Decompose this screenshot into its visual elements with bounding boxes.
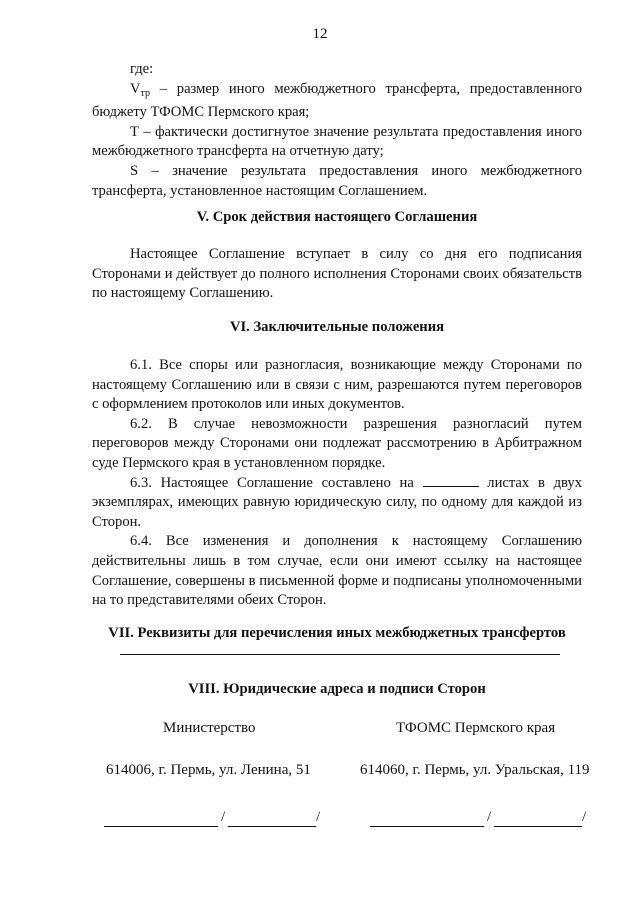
section-6-title: VI. Заключительные положения <box>229 319 445 335</box>
section-8-title: VIII. Юридические адреса и подписи Сторон <box>188 681 486 697</box>
section-7 <box>92 624 582 644</box>
section-8 <box>92 680 582 700</box>
clause-6-3-end: листах в двух экземплярах, имеющих равную юридическую силу, по одному для каждой из Сторон. <box>92 474 582 530</box>
vtr-text: – размер иного межбюджетного трансферта, предоставленного бюджету ТФОМС Пермского края; <box>92 80 582 121</box>
signature-line-left-1 <box>104 826 218 827</box>
signature-line-right-2 <box>494 826 582 827</box>
signature-slash-right-2: / <box>582 809 587 825</box>
section-5-title: V. Срок действия настоящего Соглашения <box>196 209 478 225</box>
party-left-address: 614006, г. Пермь, ул. Ленина, 51 <box>106 762 311 778</box>
clause-6-3 <box>92 474 582 533</box>
definition-vtr <box>92 80 582 123</box>
sheets-count-blank <box>423 474 479 487</box>
signature-slash-right-1: / <box>487 809 492 825</box>
requisites-line <box>120 654 560 655</box>
clause-6-3-start: 6.3. Настоящее Соглашение составлено на <box>130 474 423 491</box>
party-right-address: 614060, г. Пермь, ул. Уральская, 119 <box>360 762 590 778</box>
definitions-intro: где: <box>130 61 154 77</box>
vtr-subscript: тр <box>140 87 151 99</box>
definitions-block <box>92 60 582 201</box>
page-number: 12 <box>312 26 328 42</box>
section-5-body <box>92 245 582 304</box>
signature-slash-left-2: / <box>316 809 321 825</box>
vtr-symbol: V <box>130 80 141 97</box>
signature-slash-left-1: / <box>221 809 226 825</box>
section-5 <box>92 208 582 228</box>
section-6 <box>92 318 582 338</box>
clause-6-4: 6.4. Все изменения и дополнения к настоящему Соглашению действительны лишь в том случае, если они имеют ссылку на настоящее Соглашение, совершены в письменной форме и подписаны уполномоченными на то представителями обеих Сторон. <box>92 533 582 609</box>
section-5-text: Настоящее Соглашение вступает в силу со дня его подписания Сторонами и действует до полного исполнения Сторонами своих обязательств по настоящему Соглашению. <box>92 246 582 302</box>
definition-t: Т – фактически достигнутое значение результата предоставления иного межбюджетного трансферта на отчетную дату; <box>92 123 582 160</box>
party-right-name: ТФОМС Пермского края <box>396 720 556 736</box>
party-left-name: Министерство <box>163 720 256 736</box>
section-6-body <box>92 356 582 611</box>
signature-line-left-2 <box>228 826 316 827</box>
clause-6-2: 6.2. В случае невозможности разрешения разногласий путем переговоров между Сторонами они подлежат рассмотрению в Арбитражном суде Пермского края в установленном порядке. <box>92 415 582 471</box>
signature-line-right-1 <box>370 826 484 827</box>
section-7-title: VII. Реквизиты для перечисления иных межбюджетных трансфертов <box>108 625 566 641</box>
clause-6-1: 6.1. Все споры или разногласия, возникающие между Сторонами по настоящему Соглашению или в связи с ним, разрешаются путем переговоров с оформлением протоколов или иных документов. <box>92 357 582 413</box>
definition-s: S – значение результата предоставления иного межбюджетного трансферта, установленное настоящим Соглашением. <box>92 162 582 199</box>
